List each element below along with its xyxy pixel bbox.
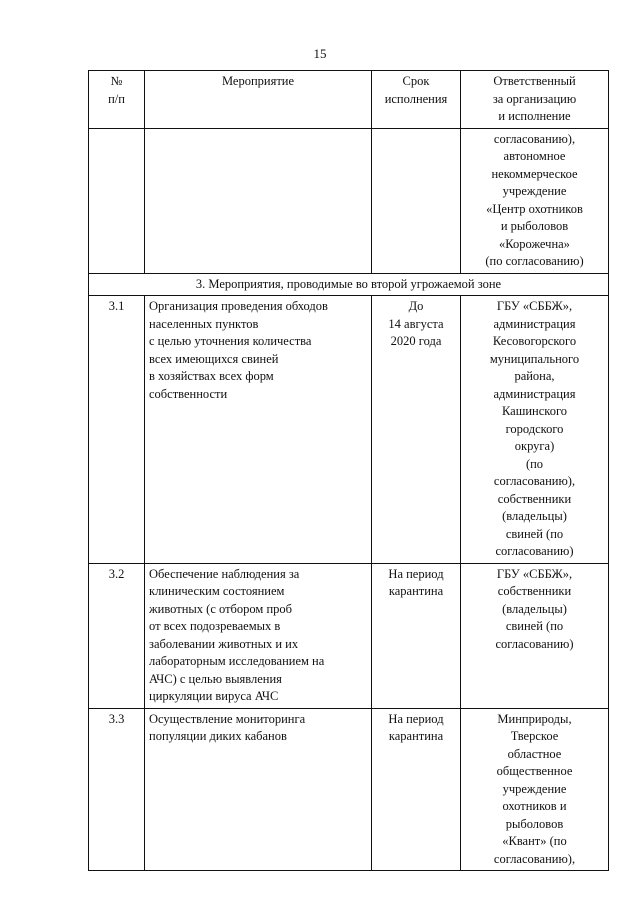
cell-responsible: согласованию), автономное некоммерческое учреждение «Центр охотников и рыболовов «Корожечна» (по согласованию)	[461, 128, 609, 273]
header-num: № п/п	[89, 71, 145, 129]
section-row	[89, 273, 609, 296]
cell-num: 3.1	[89, 296, 145, 564]
cell-activity: Организация проведения обходов населенных пунктов с целью уточнения количества всех имеющихся свиней в хозяйствах всех форм собственности	[145, 296, 372, 564]
cell-activity: Обеспечение наблюдения за клиническим состоянием животных (с отбором проб от всех подозреваемых в заболевании животных и их лабораторным исследованием на АЧС) с целью выявления циркуляции вируса АЧС	[145, 563, 372, 708]
activities-table	[88, 70, 609, 871]
table-row	[89, 708, 609, 871]
cell-activity: Осуществление мониторинга популяции диких кабанов	[145, 708, 372, 871]
table-header-row	[89, 71, 609, 129]
header-activity: Мероприятие	[145, 71, 372, 129]
table-row	[89, 296, 609, 564]
cell-num: 3.3	[89, 708, 145, 871]
cell-term: На период карантина	[372, 708, 461, 871]
table-row	[89, 563, 609, 708]
cell-num: 3.2	[89, 563, 145, 708]
cell-activity	[145, 128, 372, 273]
header-responsible: Ответственный за организацию и исполнение	[461, 71, 609, 129]
cell-responsible: ГБУ «СББЖ», администрация Кесовогорского муниципального района, администрация Кашинского городского округа) (по согласованию), собственники (владельцы) свиней (по согласованию)	[461, 296, 609, 564]
cell-term: До 14 августа 2020 года	[372, 296, 461, 564]
table-row-continuation	[89, 128, 609, 273]
cell-responsible: ГБУ «СББЖ», собственники (владельцы) свиней (по согласованию)	[461, 563, 609, 708]
cell-term: На период карантина	[372, 563, 461, 708]
cell-term	[372, 128, 461, 273]
section-title: 3. Мероприятия, проводимые во второй угрожаемой зоне	[89, 273, 609, 296]
header-term: Срок исполнения	[372, 71, 461, 129]
cell-responsible: Минприроды, Тверское областное общественное учреждение охотников и рыболовов «Квант» (по согласованию),	[461, 708, 609, 871]
cell-num	[89, 128, 145, 273]
page-number: 15	[313, 46, 327, 61]
